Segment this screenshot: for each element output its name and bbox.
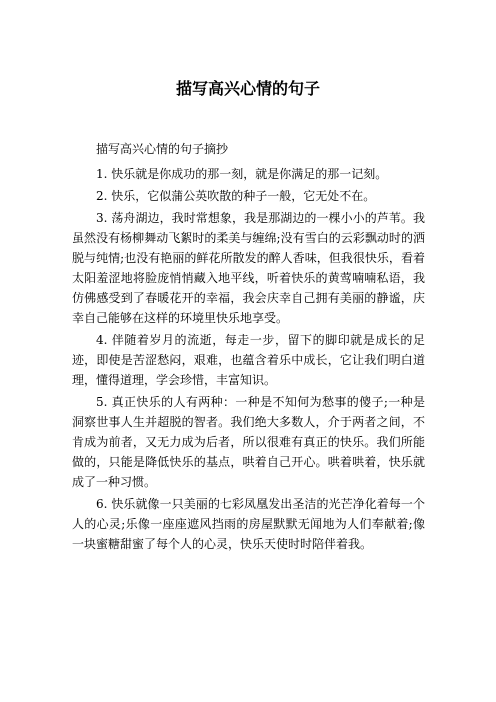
paragraph-5: 5. 真正快乐的人有两种：一种是不知何为愁事的傻子;一种是洞察世事人生并超脱的智者。我们绝大多数人，介于两者之间，不肯成为前者，又无力成为后者，所以很难有真正的快乐。我们所能做的，只能是降低快乐的基点，哄着自己开心。哄着哄着，快乐就成了一种习惯。 bbox=[72, 395, 425, 489]
paragraph-3: 3. 荡舟湖边，我时常想象，我是那湖边的一棵小小的芦苇。我虽然没有杨柳舞动飞絮时的柔美与缠绵;没有雪白的云彩飘动时的洒脱与纯情;也没有艳丽的鲜花所散发的醉人香味，但我很快乐，看着太阳羞涩地将脸庞悄悄藏入地平线，听着快乐的黄莺喃喃私语，我仿佛感受到了春暖花开的幸福，我会庆幸自己拥有美丽的静谧，庆幸自己能够在这样的环境里快乐地享受。 bbox=[72, 211, 425, 325]
paragraph-2: 2. 快乐，它似蒲公英吹散的种子一般，它无处不在。 bbox=[96, 189, 376, 203]
document-subtitle: 描写高兴心情的句子摘抄 bbox=[96, 142, 229, 156]
page-title: 描写高兴心情的句子 bbox=[175, 79, 320, 98]
document-body bbox=[72, 139, 425, 556]
paragraph-1: 1. 快乐就是你成功的那一刻，就是你满足的那一记刻。 bbox=[96, 167, 388, 181]
paragraph-4: 4. 伴随着岁月的流逝，每走一步，留下的脚印就是成长的足迹，即使是苦涩愁闷，艰难，也蕴含着乐中成长，它让我们明白道理，懂得道理，学会珍惜，丰富知识。 bbox=[72, 333, 425, 387]
paragraph-6: 6. 快乐就像一只美丽的七彩凤凰发出圣洁的光芒净化着每一个人的心灵;乐像一座座遮风挡雨的房屋默默无闻地为人们奉献着;像一块蜜糖甜蜜了每个人的心灵，快乐天使时时陪伴着我。 bbox=[72, 497, 425, 551]
